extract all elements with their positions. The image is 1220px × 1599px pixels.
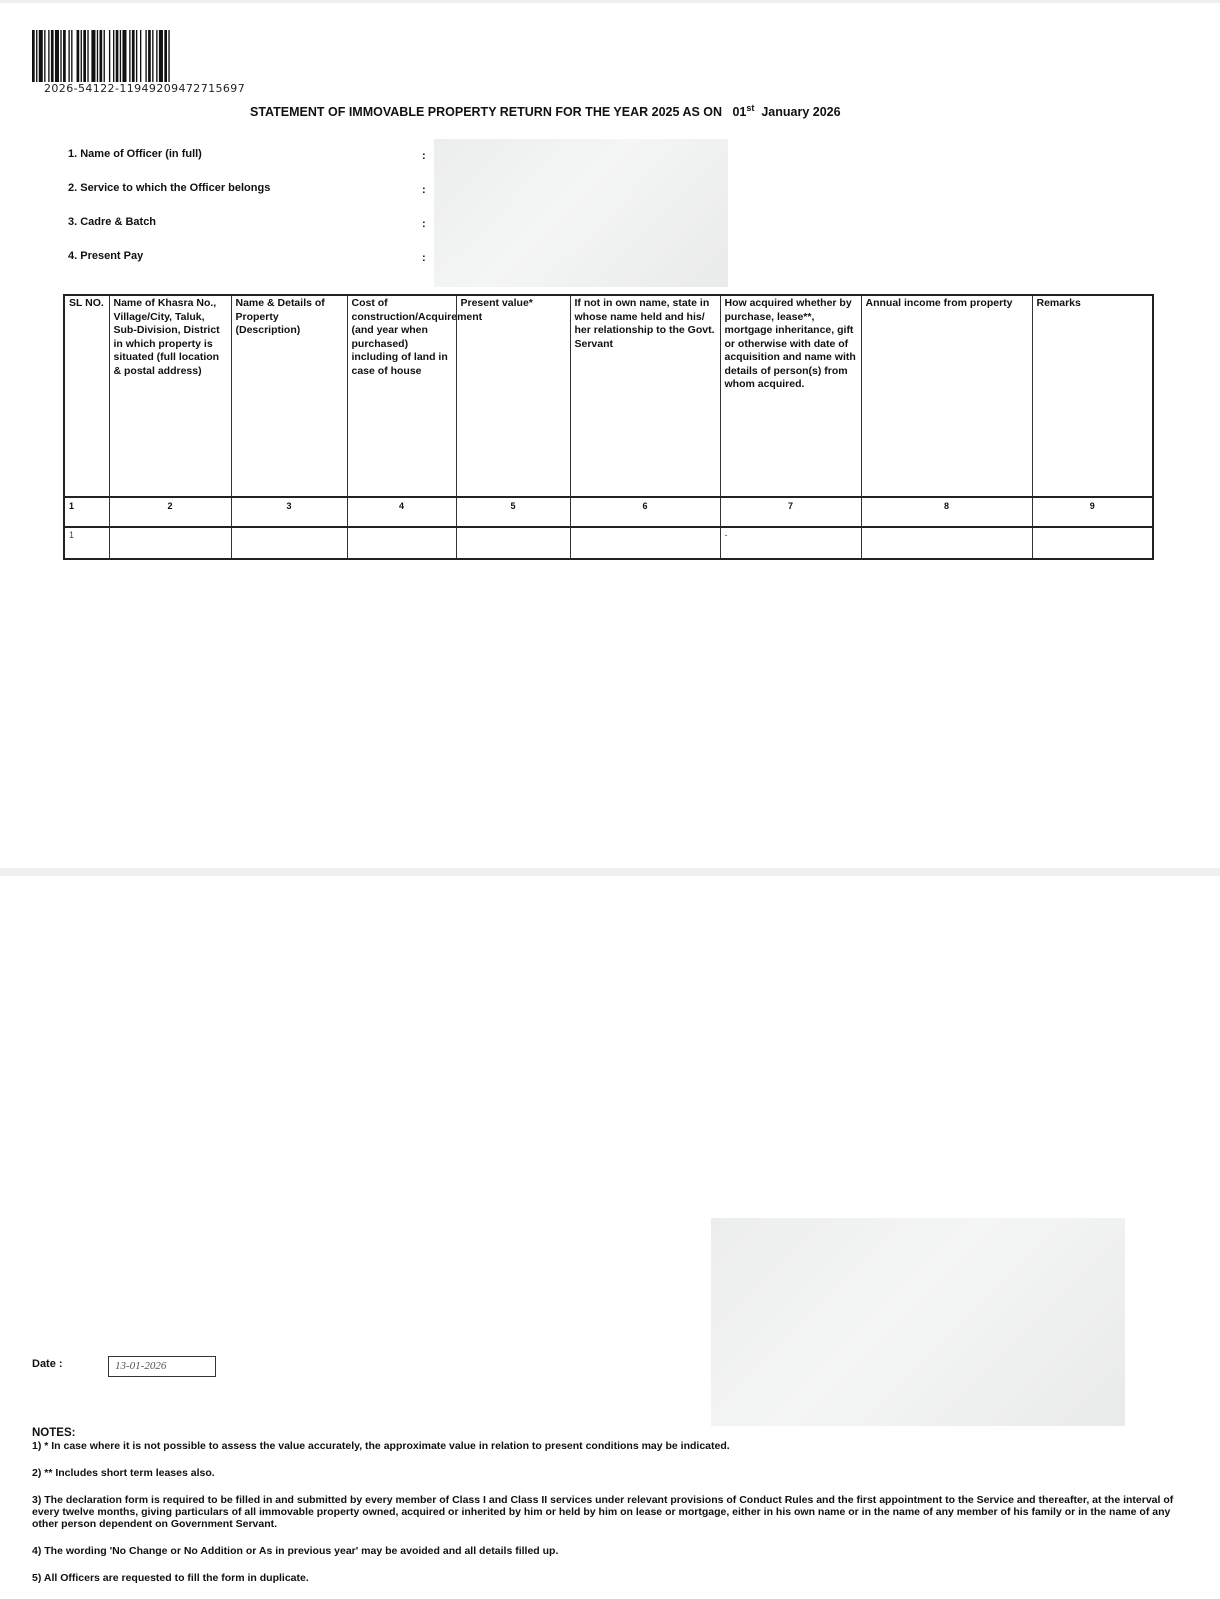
page-separator [0, 868, 1220, 876]
table-header-row [64, 295, 1153, 497]
note-item: 1) * In case where it is not possible to assess the value accurately, the approximate value in relation to present conditions may be indicated. [32, 1440, 730, 1452]
table-cell [231, 527, 347, 559]
title-day: 01 [732, 105, 747, 120]
column-number: 9 [1032, 497, 1153, 527]
field-colon: : [422, 150, 426, 162]
field-label-service: 2. Service to which the Officer belongs [68, 182, 271, 194]
title-day-suffix: st [746, 103, 755, 113]
column-number: 2 [109, 497, 231, 527]
header-remarks: Remarks [1032, 295, 1153, 497]
table-cell [570, 527, 720, 559]
field-colon: : [422, 184, 426, 196]
barcode-number: 2026-54122-11949209472715697 [44, 82, 246, 95]
column-number: 7 [720, 497, 861, 527]
field-label-officer-name: 1. Name of Officer (in full) [68, 148, 202, 160]
note-item: 4) The wording 'No Change or No Addition or As in previous year' may be avoided and all details filled up. [32, 1545, 559, 1557]
table-cell: - [720, 527, 861, 559]
column-number: 6 [570, 497, 720, 527]
column-number: 4 [347, 497, 456, 527]
header-property-details: Name & Details of Property (Description) [231, 295, 347, 497]
field-label-cadre-batch: 3. Cadre & Batch [68, 216, 157, 228]
date-label: Date : [32, 1358, 63, 1370]
column-number: 5 [456, 497, 570, 527]
note-item: 5) All Officers are requested to fill the form in duplicate. [32, 1572, 309, 1584]
property-table [63, 294, 1154, 560]
note-item: 2) ** Includes short term leases also. [32, 1467, 215, 1479]
header-location: Name of Khasra No., Village/City, Taluk, Sub-Division, District in which property is situated (full location & postal address) [109, 295, 231, 497]
table-cell [109, 527, 231, 559]
note-item: 3) The declaration form is required to be filled in and submitted by every member of Class I and Class II services under relevant provisions of Conduct Rules and the first appointment to the Service and thereafter, at the interval of every twelve months, giving particulars of all immovable property owned, acquired or inherited by him or held by him on lease or mortgage, either in his own name or in the name of any member of his family or in the name of any other person dependent on Government Servant. [32, 1494, 1174, 1530]
table-column-number-row [64, 497, 1153, 527]
table-cell: 1 [64, 527, 109, 559]
field-colon: : [422, 252, 426, 264]
table-cell [861, 527, 1032, 559]
header-annual-income: Annual income from property [861, 295, 1032, 497]
column-number: 1 [64, 497, 109, 527]
field-colon: : [422, 218, 426, 230]
title-main: STATEMENT OF IMMOVABLE PROPERTY RETURN FOR THE YEAR 2025 AS ON [250, 105, 723, 120]
table-cell [1032, 527, 1153, 559]
title-month-year: January 2026 [761, 105, 841, 120]
column-number: 3 [231, 497, 347, 527]
notes-title: NOTES: [32, 1427, 76, 1439]
table-row [64, 527, 1153, 559]
date-field[interactable]: 13-01-2026 [108, 1356, 216, 1377]
header-holder-name: If not in own name, state in whose name held and his/ her relationship to the Govt. Servant [570, 295, 720, 497]
redacted-officer-details [434, 139, 728, 287]
table-cell [456, 527, 570, 559]
column-number: 8 [861, 497, 1032, 527]
field-label-present-pay: 4. Present Pay [68, 250, 144, 262]
page-title [250, 103, 841, 119]
notes-section [32, 1427, 1192, 1599]
table-cell [347, 527, 456, 559]
header-cost: Cost of construction/Acquirement (and year when purchased) including of land in case of house [347, 295, 456, 497]
redacted-signature-block [711, 1218, 1125, 1426]
header-present-value: Present value* [456, 295, 570, 497]
header-how-acquired: How acquired whether by purchase, lease**, mortgage inheritance, gift or otherwise with date of acquisition and name with details of person(s) from whom acquired. [720, 295, 861, 497]
header-sl-no: SL NO. [64, 295, 109, 497]
barcode-image [32, 30, 256, 82]
